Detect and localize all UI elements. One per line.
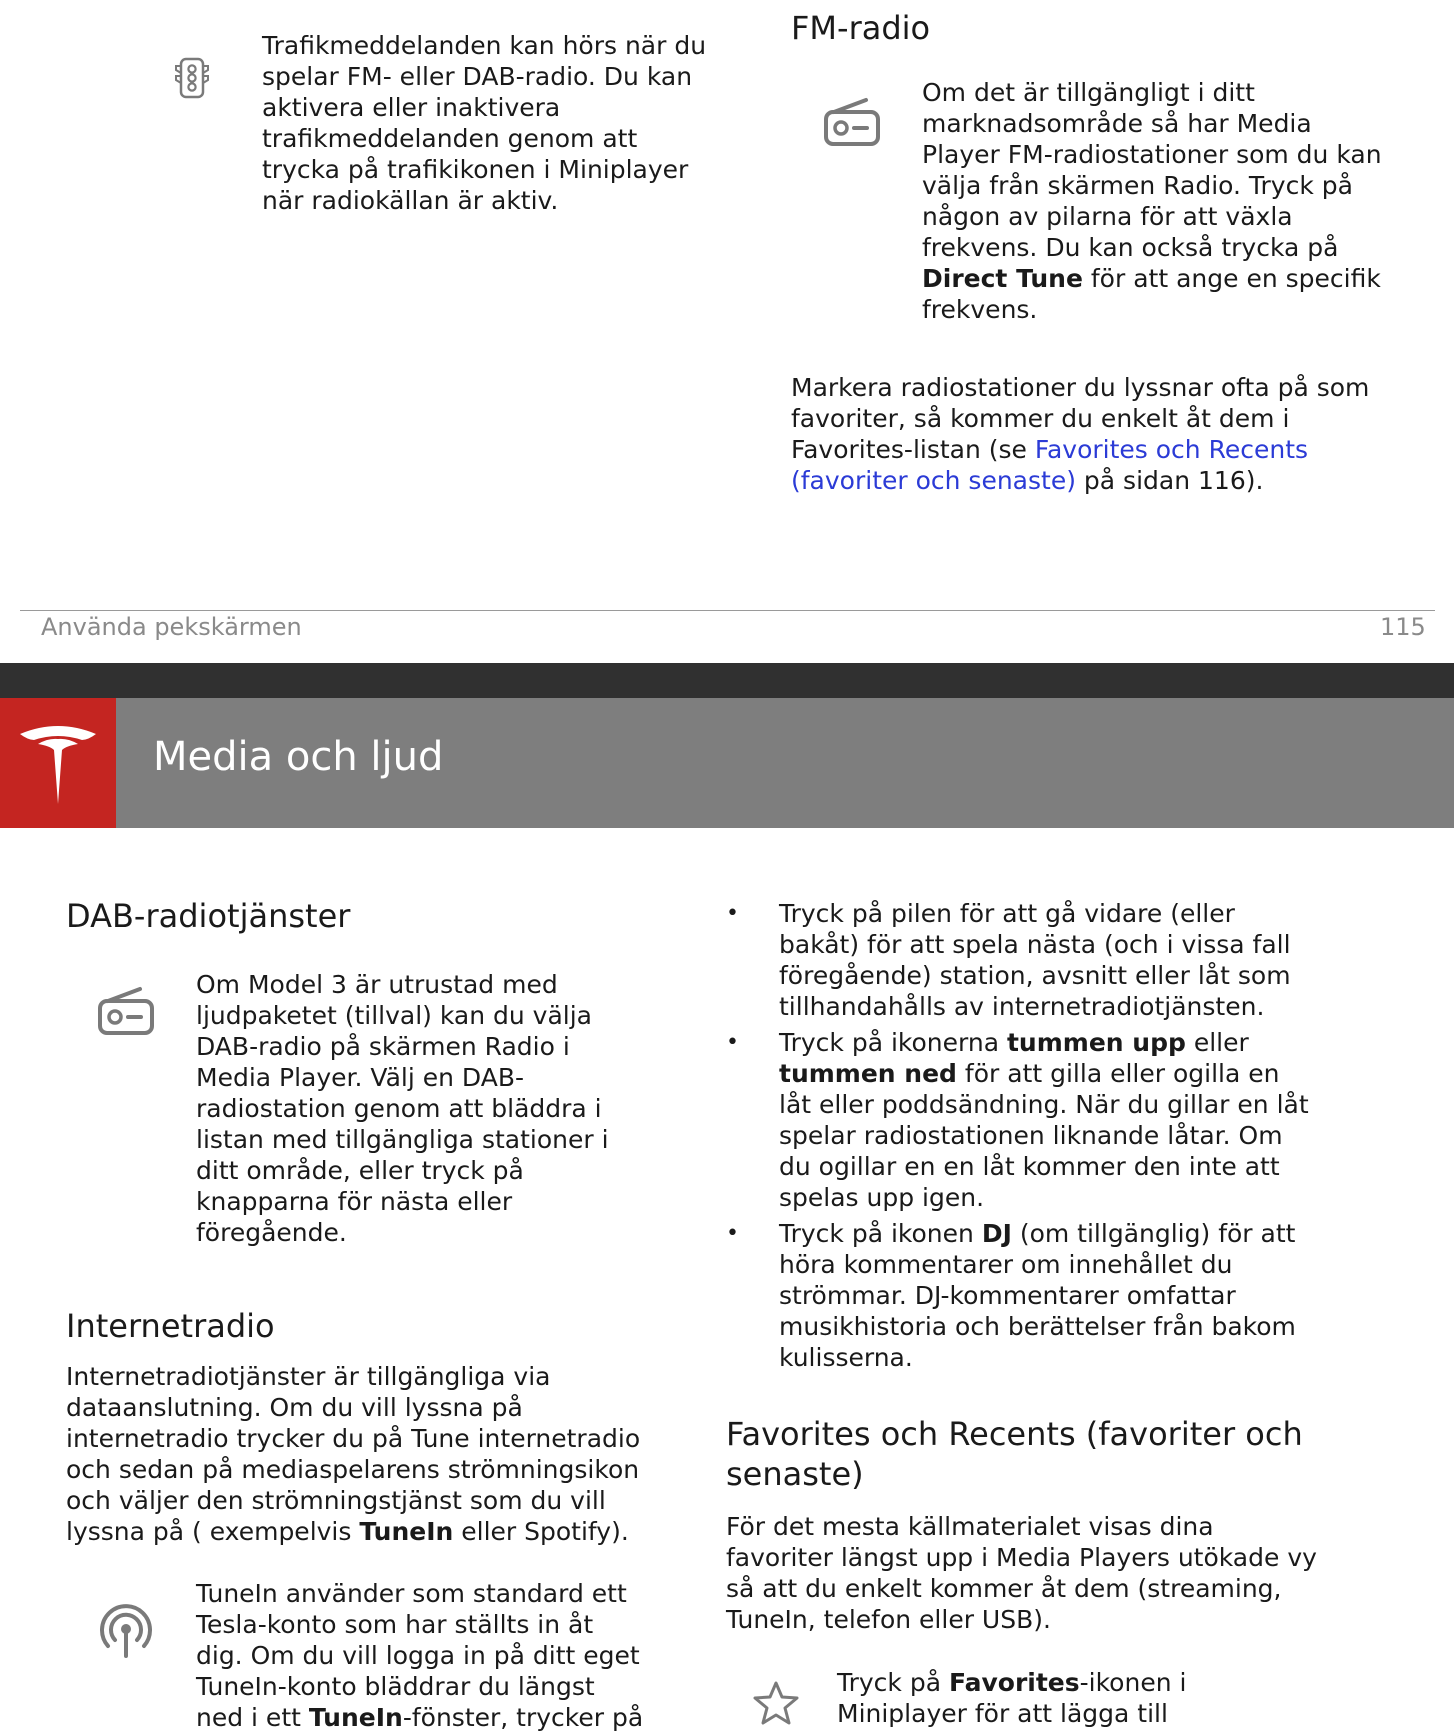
- bullet-thumbs-a: Tryck på ikonerna: [779, 1028, 1007, 1057]
- bullet-dj-a: Tryck på ikonen: [779, 1219, 982, 1248]
- chapter-title: Media och ljud: [153, 734, 444, 780]
- dab-heading: DAB-radiotjänster: [66, 897, 351, 935]
- footer-divider: [20, 610, 1435, 611]
- favorites-note: [791, 372, 1391, 496]
- internet-text-before: Internetradiotjänster är tillgängliga via dataanslutning. Om du vill lyssna på internetradio trycker du på Tune internetradio och sedan på mediaspelarens strömningsikon och väljer den strömningstjänst som du vill lyssna på ( exempelvis: [66, 1362, 641, 1546]
- tunein-text: [196, 1578, 646, 1733]
- favorites-note-before: Markera radiostationer du lyssnar ofta på som favoriter, så kommer du enkelt åt dem i Favorites-listan (se: [791, 373, 1370, 464]
- traffic-announcement-text: Trafikmeddelanden kan hörs när du spelar FM- eller DAB-radio. Du kan aktivera eller inaktivera trafikmeddelanden genom att trycka på trafikikonen i Miniplayer när radiokällan är aktiv.: [262, 31, 707, 215]
- bullet-dj-c: (om tillgänglig) för att höra kommentarer om innehållet du strömmar. DJ-kommentarer omfattar musikhistoria och berättelser från bakom kulisserna.: [779, 1219, 1296, 1372]
- thumbs-down-label: tummen ned: [779, 1059, 957, 1088]
- star-text-a: Tryck på: [837, 1668, 949, 1697]
- tunein-text-1: TuneIn använder som standard ett Tesla-konto som har ställts in åt dig. Om du vill logga in på ditt eget TuneIn-konto bläddrar du längst ned i ett: [196, 1579, 640, 1732]
- tesla-logo-icon: [16, 724, 100, 808]
- traffic-light-icon: [172, 56, 212, 100]
- fm-radio-text: [922, 77, 1382, 325]
- tunein-label: TuneIn: [359, 1517, 454, 1546]
- fm-text-after: för att ange en specifik frekvens.: [922, 264, 1381, 324]
- star-icon: [752, 1680, 800, 1726]
- tunein-text-2: -fönster, trycker på: [402, 1703, 644, 1732]
- internet-radio-text: [66, 1361, 666, 1547]
- internet-radio-bullets: [726, 898, 1316, 1378]
- fm-text-before: Om det är tillgängligt i ditt marknadsområde så har Media Player FM-radiostationer som du kan välja från skärmen Radio. Tryck på någon av pilarna för att växla frekvens. Du kan också trycka på: [922, 78, 1382, 262]
- favorites-note-after: på sidan 116).: [1075, 466, 1264, 495]
- footer-page-number: 115: [1380, 613, 1426, 641]
- bullet-thumbs-c: eller: [1185, 1028, 1249, 1057]
- bullet-dj: [726, 1218, 1316, 1373]
- favorites-label: Favorites: [948, 1668, 1080, 1697]
- dj-label: DJ: [981, 1219, 1012, 1248]
- internet-radio-heading: Internetradio: [66, 1307, 275, 1345]
- direct-tune-label: Direct Tune: [922, 264, 1083, 293]
- tunein-broadcast-icon: [96, 1600, 156, 1660]
- fm-radio-icon: [822, 92, 882, 152]
- fm-radio-heading: FM-radio: [791, 9, 931, 47]
- star-text-b: -ikonen i Miniplayer för att lägga till: [837, 1668, 1187, 1728]
- tesla-logo-box: [0, 698, 116, 828]
- dab-radio-icon: [96, 981, 156, 1041]
- favorites-link[interactable]: Favorites och Recents (favoriter och senaste): [791, 435, 1309, 495]
- tunein-window-label: TuneIn: [308, 1703, 403, 1732]
- footer-section-title: Använda pekskärmen: [41, 613, 302, 641]
- internet-text-after: eller Spotify).: [453, 1517, 629, 1546]
- bullet-thumbs: [726, 1027, 1316, 1213]
- favorites-heading: Favorites och Recents (favoriter och senaste): [726, 1415, 1303, 1493]
- thumbs-up-label: tummen upp: [1006, 1028, 1186, 1057]
- favorites-text: För det mesta källmaterialet visas dina favoriter längst upp i Media Players utökade vy så att du enkelt kommer åt dem (streaming, TuneIn, telefon eller USB).: [726, 1512, 1317, 1634]
- bullet-skip: • Tryck på pilen för att gå vidare (eller bakåt) för att spela nästa (och i vissa fall föregående) station, avsnitt eller låt som tillhandahålls av internetradiotjänsten.: [726, 898, 1316, 1022]
- bullet-thumbs-d: för att gilla eller ogilla en låt eller poddsändning. När du gillar en låt spelar radiostationen liknande låtar. Om du ogillar en en låt kommer den inte att spelas upp igen.: [779, 1059, 1309, 1212]
- favorites-star-text: [837, 1667, 1297, 1729]
- dab-text: Om Model 3 är utrustad med ljudpaketet (tillval) kan du välja DAB-radio på skärmen Radio i Media Player. Välj en DAB-radiostation genom att bläddra i listan med tillgängliga stationer i ditt område, eller tryck på knapparna för nästa eller föregående.: [196, 970, 609, 1247]
- page-separator-bar: [0, 663, 1454, 698]
